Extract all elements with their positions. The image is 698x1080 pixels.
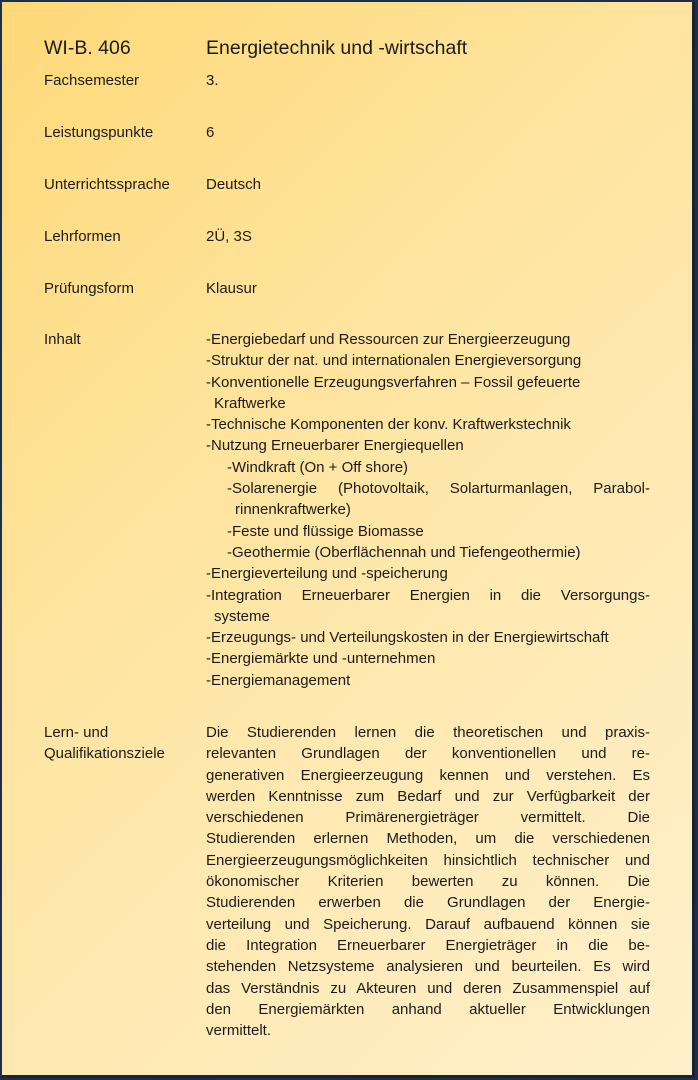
content-subitem: -Solarenergie (Photovoltaik, Solarturmanlagen, Parabol-: [227, 480, 650, 498]
paragraph-line: die Integration Erneuerbarer Energieträger in die be-: [206, 936, 650, 954]
content-item: -Integration Erneuerbarer Energien in die Versorgungs-: [206, 586, 650, 604]
field-label: Leistungspunkte: [44, 124, 154, 141]
field-label: Lehrformen: [44, 228, 121, 245]
field-value: Deutsch: [206, 176, 262, 193]
content-item: -Technische Komponenten der konv. Kraftwerkstechnik: [206, 416, 571, 434]
content-subitem: -Geothermie (Oberflächennah und Tiefengeothermie): [227, 543, 581, 561]
content-subitem: -Feste und flüssige Biomasse: [227, 522, 424, 540]
content-item: -Erzeugungs- und Verteilungskosten in der Energiewirtschaft: [206, 629, 609, 647]
field-label: Unterrichtssprache: [44, 176, 170, 193]
field-label: Inhalt: [44, 331, 81, 348]
paragraph-line: Energieerzeugungsmöglichkeiten hinsichtlich technischer und: [206, 851, 650, 869]
field-label-line: Lern- und: [44, 724, 109, 741]
content-list: [206, 329, 650, 691]
field-label: Prüfungsform: [44, 280, 135, 297]
paragraph-line: das Verständnis zu Akteuren und deren Zusammenspiel auf: [206, 979, 650, 997]
content-item-continuation: systeme: [214, 607, 270, 625]
module-title: Energietechnik und -wirtschaft: [206, 37, 468, 59]
paragraph-line: verschiedenen Primärenergieträger vermittelt. Die: [206, 809, 650, 827]
paragraph-line: stehenden Netzsysteme analysieren und beurteilen. Es wird: [206, 958, 650, 976]
paragraph-line: relevanten Grundlagen der konventionellen und re-: [206, 745, 650, 763]
paragraph-line: verteilung und Speicherung. Darauf aufbauend können sie: [206, 915, 650, 933]
content-item: -Energiemärkte und -unternehmen: [206, 650, 436, 668]
paragraph-line: vermittelt.: [206, 1022, 272, 1040]
content-subitem-continuation: rinnenkraftwerke): [235, 501, 351, 519]
content-item: -Konventionelle Erzeugungsverfahren – Fossil gefeuerte: [206, 373, 581, 391]
content-item: -Energiebedarf und Ressourcen zur Energieerzeugung: [206, 331, 571, 348]
field-label-line: Qualifikationsziele: [44, 745, 165, 763]
paragraph-line: Studierenden erlernen Methoden, um die verschiedenen: [206, 830, 650, 848]
field-value: 6: [206, 124, 215, 141]
field-value: 3.: [206, 72, 219, 89]
field-label: [44, 722, 165, 765]
content-item: -Energieverteilung und -speicherung: [206, 565, 448, 583]
content-item: -Energiemanagement: [206, 671, 351, 689]
field-value: 2Ü, 3S: [206, 228, 252, 245]
paragraph-line: Studierenden erwerben die Grundlagen der Energie-: [206, 894, 650, 912]
field-label: Fachsemester: [44, 72, 140, 89]
content-item: -Nutzung Erneuerbarer Energiequellen: [206, 437, 464, 455]
paragraph-line: Die Studierenden lernen die theoretischen und praxis-: [206, 724, 650, 741]
paragraph-line: den Energiemärkten anhand aktueller Entwicklungen: [206, 1000, 650, 1018]
content-subitem: -Windkraft (On + Off shore): [227, 458, 409, 476]
paragraph-line: ökonomischer Kriterien bewerten zu können. Die: [206, 873, 650, 891]
field-value: Klausur: [206, 280, 257, 297]
content-item-continuation: Kraftwerke: [214, 394, 286, 412]
module-code: WI-B. 406: [44, 37, 131, 59]
paragraph-line: werden Kenntnisse zum Bedarf und zur Verfügbarkeit der: [206, 787, 650, 805]
learning-objectives-text: [206, 722, 650, 1041]
paragraph-line: generativen Energieerzeugung kennen und verstehen. Es: [206, 766, 650, 784]
module-description-panel: [2, 2, 695, 1078]
content-item: -Struktur der nat. und internationalen Energieversorgung: [206, 352, 582, 370]
